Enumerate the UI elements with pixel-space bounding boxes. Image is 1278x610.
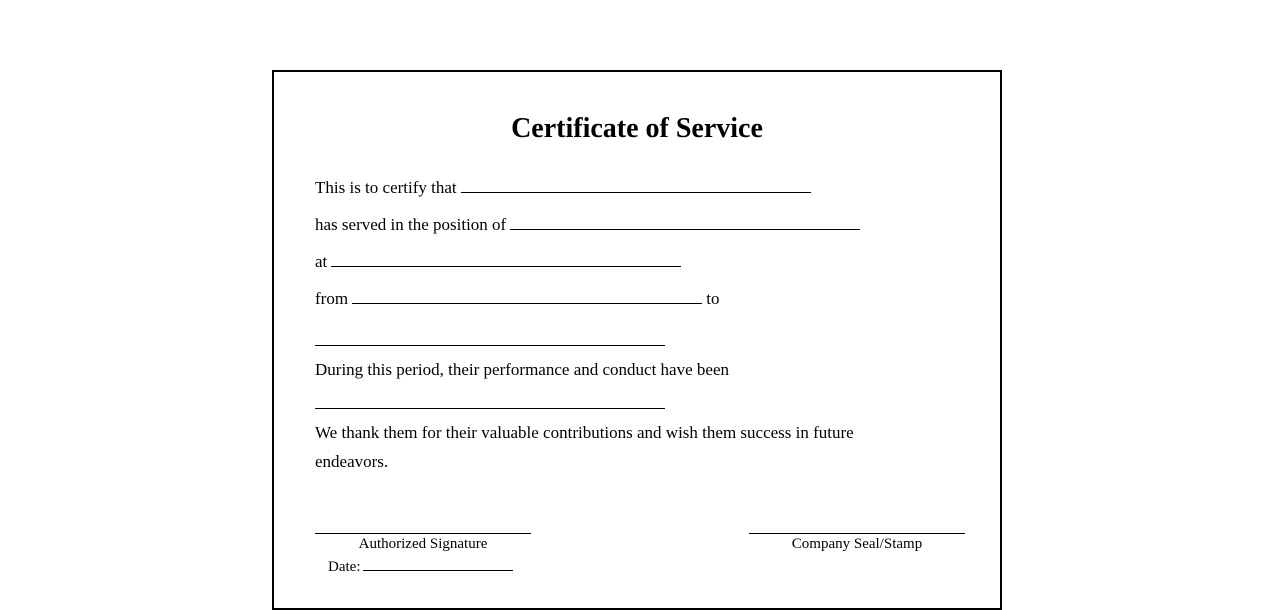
date-row <box>328 556 513 576</box>
certify-label: This is to certify that <box>315 178 457 197</box>
position-label: has served in the position of <box>315 215 507 234</box>
position-blank[interactable] <box>510 215 860 230</box>
seal-rule[interactable] <box>749 533 965 534</box>
to-date-blank[interactable] <box>315 345 665 346</box>
at-label: at <box>315 252 328 271</box>
to-label: to <box>706 289 720 308</box>
thanks-paragraph: We thank them for their valuable contributions and wish them success in future endeavors. <box>315 423 854 471</box>
position-line <box>315 215 860 235</box>
signature-label: Authorized Signature <box>358 536 488 552</box>
at-line <box>315 252 681 272</box>
organization-blank[interactable] <box>331 252 681 267</box>
performance-line: During this period, their performance and conduct have been <box>315 360 729 379</box>
seal-label: Company Seal/Stamp <box>791 536 923 552</box>
date-label: Date: <box>328 559 361 575</box>
name-blank[interactable] <box>461 178 811 193</box>
date-blank[interactable] <box>363 556 513 571</box>
from-label: from <box>315 289 349 308</box>
signature-rule[interactable] <box>315 533 531 534</box>
performance-blank[interactable] <box>315 408 665 409</box>
from-date-blank[interactable] <box>352 289 702 304</box>
certify-line <box>315 178 811 198</box>
from-line <box>315 289 720 309</box>
certificate-page <box>272 70 1002 610</box>
certificate-title: Certificate of Service <box>511 113 763 144</box>
